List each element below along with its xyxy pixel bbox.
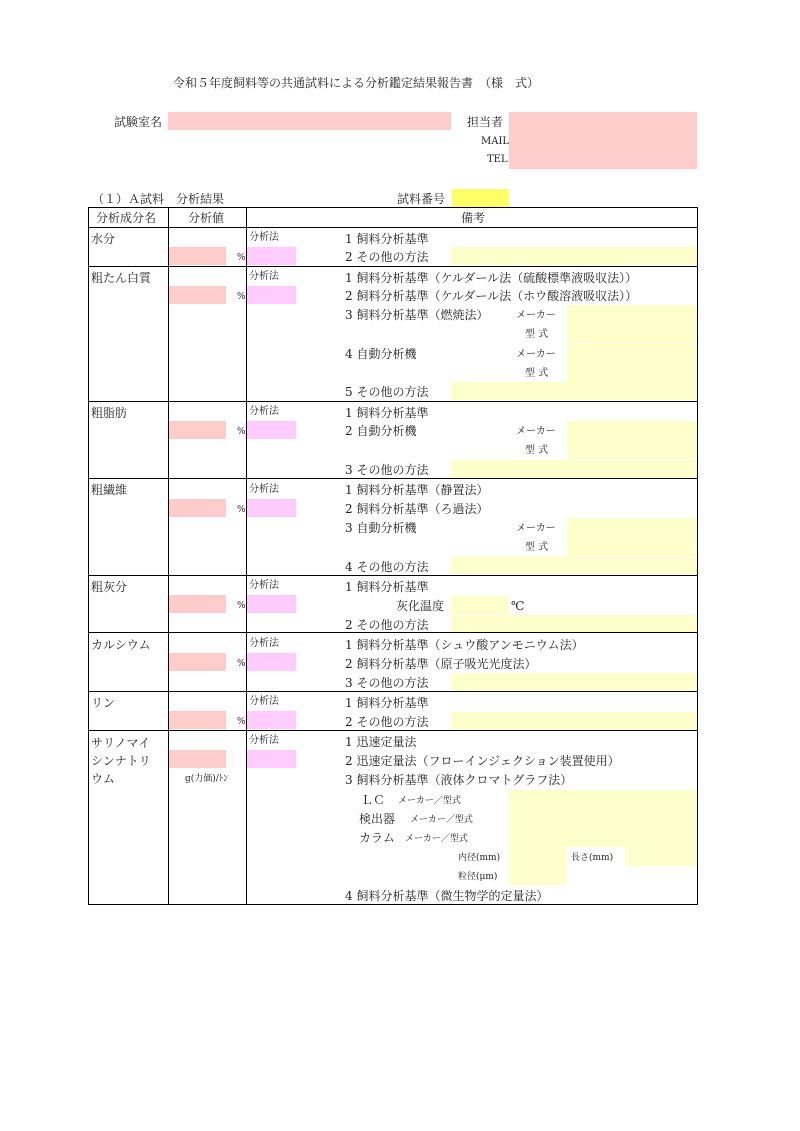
component-name: カルシウム: [91, 638, 151, 652]
table-top-border: [88, 207, 698, 208]
method-option: 1 飼料分析基準（シュウ酸アンモニウム法）: [345, 638, 584, 652]
table-bottom-border: [88, 904, 698, 905]
value-field[interactable]: [169, 247, 226, 265]
value-field[interactable]: [169, 653, 226, 671]
unit-label: g(力価)/ﾄﾝ: [185, 774, 228, 784]
mail-label: MAIL: [481, 136, 510, 147]
method-option: 2 その他の方法: [345, 250, 429, 264]
method-label: 分析法: [249, 406, 279, 417]
method-option: 2 飼料分析基準（原子吸光光度法）: [345, 657, 537, 671]
particle-size-label: 粒径(μm): [458, 872, 498, 882]
component-name-line: サリノマイ: [91, 736, 151, 750]
method-option: 4 飼料分析基準（微生物学的定量法）: [345, 889, 549, 903]
other-method-field[interactable]: [451, 712, 697, 730]
maker-label: メーカー: [516, 426, 556, 437]
page-title: 令和５年度飼料等の共通試料による分析鑑定結果報告書 （様 式）: [173, 76, 540, 90]
col-divider-2: [246, 207, 247, 905]
other-method-field[interactable]: [451, 247, 697, 265]
model-label: 型 式: [525, 329, 549, 340]
percent-unit: %: [237, 292, 246, 302]
component-name: 粗灰分: [91, 580, 128, 594]
sample-number-label: 試料番号: [397, 192, 446, 206]
method-label: 分析法: [249, 696, 279, 707]
method-label: 分析法: [249, 580, 279, 591]
method-option: 3 飼料分析基準（液体クロマトグラフ法）: [345, 773, 573, 787]
length-label: 長さ(mm): [571, 853, 614, 863]
component-name-line: ウム: [91, 772, 115, 786]
percent-unit: %: [237, 659, 246, 669]
table-header-border: [88, 227, 698, 228]
maker-model-label: メーカー／型式: [410, 815, 473, 825]
value-field[interactable]: [169, 286, 226, 304]
component-name: 粗繊維: [91, 483, 128, 497]
row-divider: [88, 691, 698, 692]
method-field[interactable]: [247, 499, 296, 517]
percent-unit: %: [237, 427, 246, 437]
value-field[interactable]: [169, 595, 226, 613]
method-option: 4 自動分析機: [345, 347, 417, 361]
method-option: 1 飼料分析基準（ケルダール法（硫酸標準液吸収法））: [345, 271, 638, 285]
column-label: カラム: [359, 831, 395, 845]
method-option: 1 飼料分析基準（静置法）: [345, 483, 489, 497]
lc-detector-column-field[interactable]: [509, 790, 697, 847]
maker-model-label: メーカー／型式: [398, 796, 461, 806]
method-option: 2 自動分析機: [345, 424, 417, 438]
ash-temp-label: 灰化温度: [396, 599, 445, 613]
method-option: 2 その他の方法: [345, 618, 429, 632]
method-option: 3 その他の方法: [345, 676, 429, 690]
model-label: 型 式: [525, 542, 549, 553]
method-option: 3 飼料分析基準（燃焼法）: [345, 308, 489, 322]
maker-label: メーカー: [516, 349, 556, 360]
row-divider: [88, 401, 698, 402]
method-option: 2 飼料分析基準（ろ過法）: [345, 502, 489, 516]
method-field[interactable]: [247, 286, 296, 304]
model-label: 型 式: [525, 445, 549, 456]
method-field[interactable]: [247, 595, 296, 613]
maker-model-field[interactable]: [567, 421, 697, 459]
maker-model-field[interactable]: [567, 518, 697, 556]
method-label: 分析法: [249, 484, 279, 495]
row-divider: [88, 266, 698, 267]
percent-unit: %: [237, 601, 246, 611]
component-name-line: シンナトリ: [91, 754, 151, 768]
method-option: 1 飼料分析基準: [345, 580, 429, 594]
maker-model-label: メーカー／型式: [405, 834, 468, 844]
value-field[interactable]: [169, 711, 226, 729]
row-divider: [88, 478, 698, 479]
inner-diameter-label: 内径(mm): [458, 853, 501, 863]
inner-diameter-particle-field[interactable]: [509, 847, 567, 885]
percent-unit: %: [237, 253, 246, 263]
method-option: 5 その他の方法: [345, 385, 429, 399]
method-field[interactable]: [247, 653, 296, 671]
component-name: 粗脂肪: [91, 406, 128, 420]
method-label: 分析法: [249, 232, 279, 243]
value-field[interactable]: [169, 499, 226, 517]
method-field[interactable]: [247, 750, 296, 768]
method-option: 3 自動分析機: [345, 521, 417, 535]
component-name: 水分: [91, 232, 116, 246]
row-divider: [88, 575, 698, 576]
component-name: 粗たん白質: [91, 271, 152, 285]
col-header-component: 分析成分名: [96, 211, 157, 225]
contact-fields[interactable]: [509, 112, 697, 169]
maker-label: メーカー: [516, 523, 556, 534]
other-method-field[interactable]: [451, 615, 697, 632]
tel-label: TEL: [487, 154, 508, 165]
method-label: 分析法: [249, 271, 279, 282]
maker-label: メーカー: [516, 310, 556, 321]
col-header-value: 分析値: [188, 211, 225, 225]
percent-unit: %: [237, 505, 246, 515]
ash-temp-field[interactable]: [451, 596, 509, 614]
maker-model-field[interactable]: [567, 305, 697, 343]
value-field[interactable]: [169, 421, 226, 439]
method-option: 1 飼料分析基準: [345, 406, 429, 420]
method-option: 2 飼料分析基準（ケルダール法（ホウ酸溶液吸収法））: [345, 289, 638, 303]
other-method-field[interactable]: [451, 673, 697, 691]
method-option: 1 迅速定量法: [345, 735, 417, 749]
other-method-field[interactable]: [451, 460, 697, 478]
other-method-field[interactable]: [451, 382, 697, 400]
method-option: 1 飼料分析基準: [345, 696, 429, 710]
method-field[interactable]: [247, 421, 296, 439]
method-field[interactable]: [247, 711, 296, 729]
table-right-border: [697, 207, 698, 905]
lab-name-field[interactable]: [168, 112, 451, 130]
component-name: リン: [91, 696, 116, 710]
detector-label: 検出器: [359, 812, 396, 826]
method-label: 分析法: [249, 638, 279, 649]
method-option: 1 飼料分析基準: [345, 232, 429, 246]
method-option: 4 その他の方法: [345, 560, 429, 574]
maker-model-field[interactable]: [567, 344, 697, 382]
col-divider-1: [168, 207, 169, 905]
table-left-border: [88, 207, 89, 905]
percent-unit: %: [237, 717, 246, 727]
method-label: 分析法: [249, 735, 279, 746]
lab-name-label: 試験室名: [114, 115, 163, 129]
col-header-remarks: 備考: [461, 211, 486, 225]
row-divider: [88, 730, 698, 731]
method-option: 2 その他の方法: [345, 715, 429, 729]
length-field[interactable]: [625, 847, 697, 866]
person-label: 担当者: [467, 115, 504, 129]
section-label: （１）Ａ試料 分析結果: [92, 192, 225, 206]
method-option: 2 迅速定量法（フローインジェクション装置使用）: [345, 754, 620, 768]
method-option: 3 その他の方法: [345, 463, 429, 477]
value-field[interactable]: [169, 750, 226, 768]
method-field[interactable]: [247, 247, 296, 265]
lc-label: ＬＣ: [361, 793, 386, 807]
temp-unit: ℃: [511, 599, 525, 613]
sample-number-field[interactable]: [452, 189, 509, 207]
model-label: 型 式: [525, 368, 549, 379]
other-method-field[interactable]: [451, 557, 697, 575]
